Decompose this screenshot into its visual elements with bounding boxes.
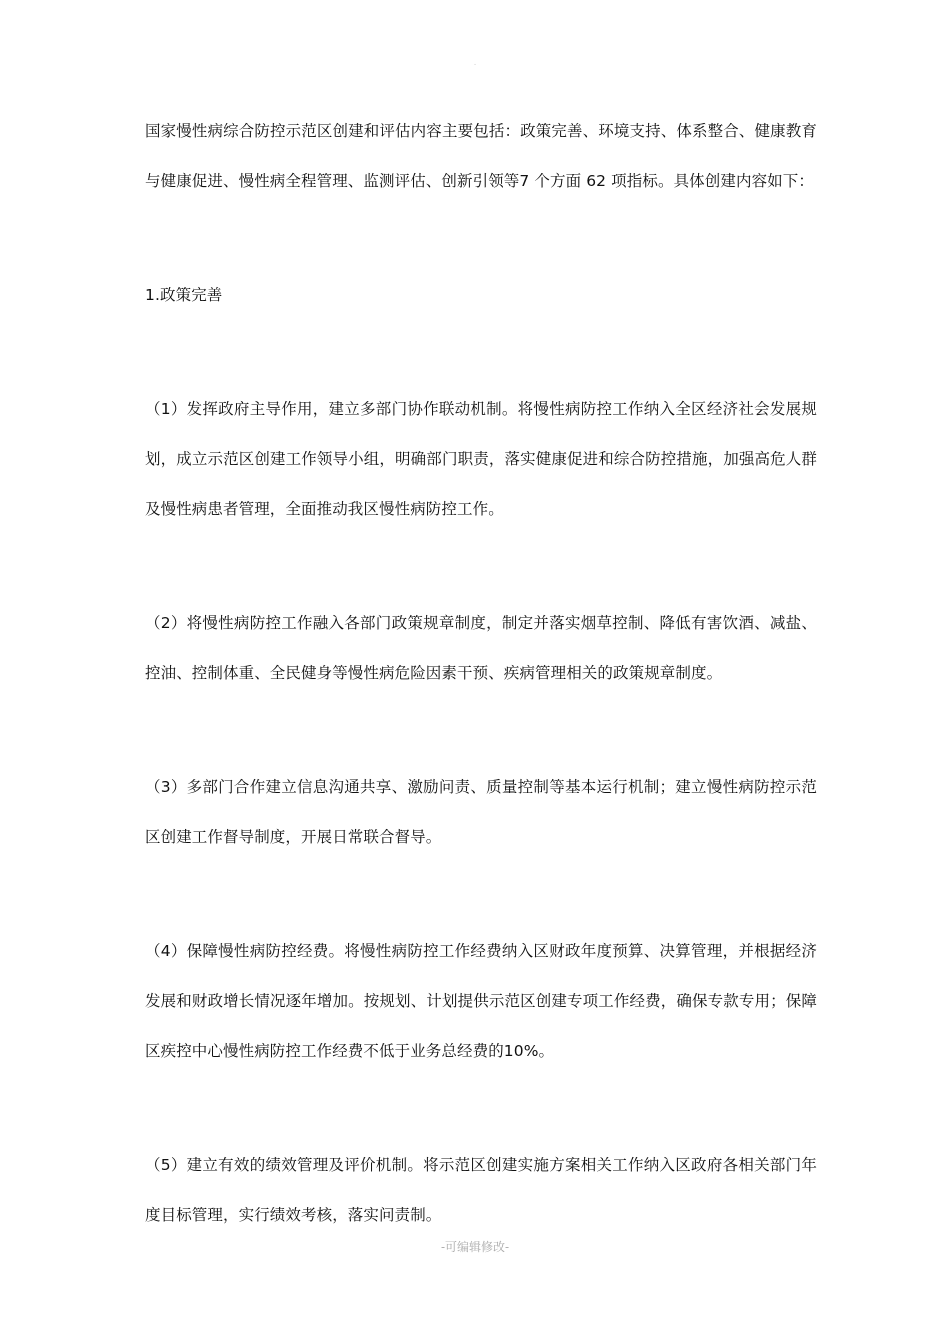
page-footer: -可编辑修改-	[440, 1240, 510, 1254]
intro-paragraph: 国家慢性病综合防控示范区创建和评估内容主要包括：政策完善、环境支持、体系整合、健康教育与健康促进、慢性病全程管理、监测评估、创新引领等7 个方面 62 项指标。具体创建内容如下：	[145, 122, 817, 190]
list-item: （3）多部门合作建立信息沟通共享、激励问责、质量控制等基本运行机制；建立慢性病防控示范区创建工作督导制度，开展日常联合督导。	[145, 778, 817, 846]
page-top-mark: .	[473, 58, 477, 67]
section-heading-policy: 1.政策完善	[145, 286, 223, 304]
list-item: （1）发挥政府主导作用，建立多部门协作联动机制。将慢性病防控工作纳入全区经济社会发展规划，成立示范区创建工作领导小组，明确部门职责，落实健康促进和综合防控措施，加强高危人群及慢性病患者管理，全面推动我区慢性病防控工作。	[145, 400, 817, 518]
document-body	[145, 106, 817, 1304]
list-item: （4）保障慢性病防控经费。将慢性病防控工作经费纳入区财政年度预算、决算管理，并根据经济发展和财政增长情况逐年增加。按规划、计划提供示范区创建专项工作经费，确保专款专用；保障区疾控中心慢性病防控工作经费不低于业务总经费的10%。	[145, 942, 817, 1060]
list-item: （5）建立有效的绩效管理及评价机制。将示范区创建实施方案相关工作纳入区政府各相关部门年度目标管理，实行绩效考核，落实问责制。	[145, 1156, 817, 1224]
list-item: （2）将慢性病防控工作融入各部门政策规章制度，制定并落实烟草控制、降低有害饮酒、减盐、控油、控制体重、全民健身等慢性病危险因素干预、疾病管理相关的政策规章制度。	[145, 614, 817, 682]
